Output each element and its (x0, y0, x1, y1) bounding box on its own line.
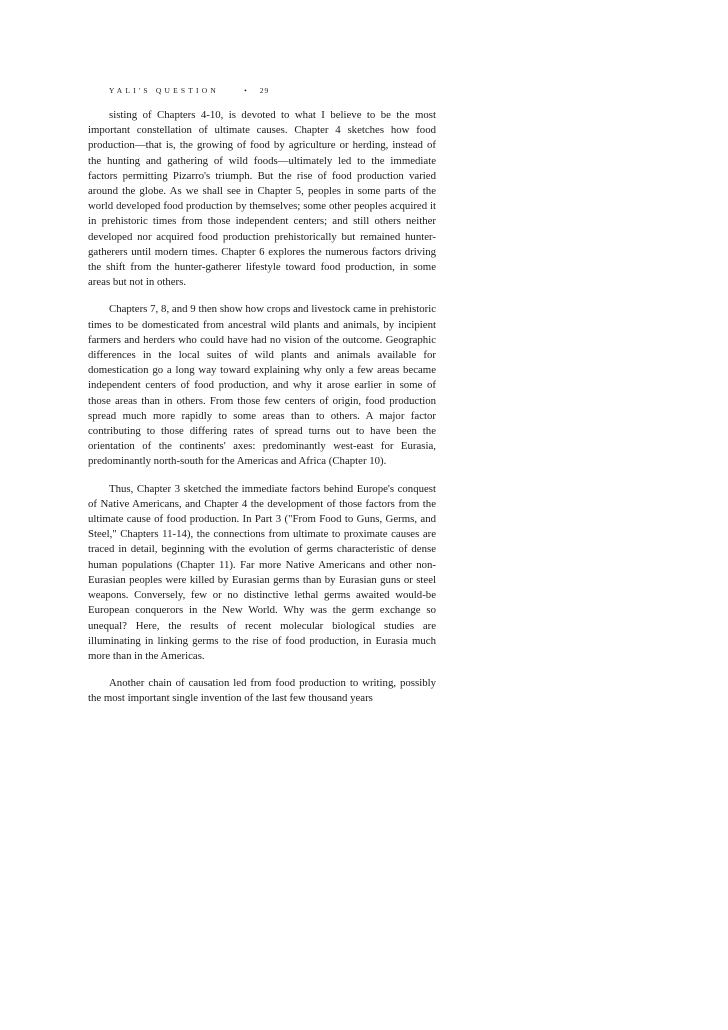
chapter-title: YALI'S QUESTION (109, 86, 219, 95)
body-paragraph-3: Thus, Chapter 3 sketched the immediate factors behind Europe's conquest of Native Americans, and Chapter 4 the development of those factors from the ultimate cause of food production. In Part 3 ("From Food to Guns, Germs, and Steel," Chapters 11-14), the connections from ultimate to proximate causes are traced in detail, beginning with the evolution of germs characteristic of dense human populations (Chapter 11). Far more Native Americans and other non-Eurasian peoples were killed by Eurasian germs than by Eurasian guns or steel weapons. Conversely, few or no distinctive lethal germs awaited would-be European conquerors in the New World. Why was the germ exchange so unequal? Here, the results of recent molecular biological studies are illuminating in linking germs to the rise of food production, in Eurasia much more than in the Americas. (88, 482, 436, 662)
book-page (88, 84, 436, 719)
body-paragraph-1: sisting of Chapters 4-10, is devoted to what I believe to be the most important constellation of ultimate causes. Chapter 4 sketches how food production—that is, the growing of food by agriculture or herding, instead of the hunting and gathering of wild foods—ultimately led to the immediate factors permitting Pizarro's triumph. But the rise of food production varied around the globe. As we shall see in Chapter 5, peoples in some parts of the world developed food production by themselves; some other peoples acquired it in prehistoric times from those independent centers; and still others neither developed nor acquired food production prehistorically but remained hunter-gatherers until modern times. Chapter 6 explores the numerous factors driving the shift from the hunter-gatherer lifestyle toward food production, in some areas but not in others. (88, 109, 436, 289)
header-separator: • (244, 86, 247, 95)
page-number: 29 (259, 86, 270, 95)
body-paragraph-2: Chapters 7, 8, and 9 then show how crops and livestock came in prehistoric times to be domesticated from ancestral wild plants and animals, by incipient farmers and herders who could have had no vision of the outcome. Geographic differences in the local suites of wild plants and animals available for domestication go a long way toward explaining why only a few areas became independent centers of food production, and why it arose earlier in some of those areas than in others. From those few centers of origin, food production spread much more rapidly to some areas than to others. A major factor contributing to those differing rates of spread turns out to have been the orientation of the continents' axes: predominantly west-east for Eurasia, predominantly north-south for the Americas and Africa (Chapter 10). (88, 303, 436, 468)
running-header (88, 84, 436, 98)
body-paragraph-4: Another chain of causation led from food production to writing, possibly the most important single invention of the last few thousand years (88, 677, 436, 705)
